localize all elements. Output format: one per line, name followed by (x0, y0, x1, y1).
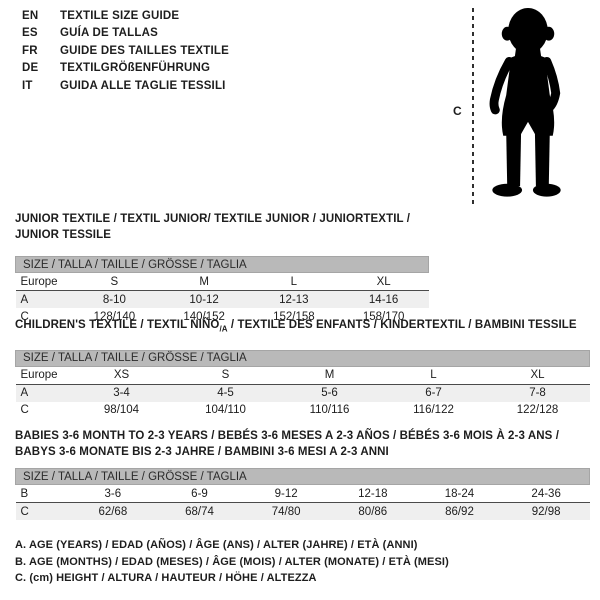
size-cell: 110/116 (309, 404, 350, 417)
toddler-silhouette (480, 6, 575, 204)
size-cell: 158/170 (362, 310, 405, 323)
size-cell: 6-9 (191, 487, 208, 500)
language-label: GUIDE DES TAILLES TEXTILE (60, 44, 229, 57)
language-code: DE (22, 62, 39, 75)
language-list (22, 8, 229, 95)
size-header-row (16, 350, 590, 366)
size-cell: 18-24 (444, 487, 475, 500)
size-cell: 92/98 (503, 503, 590, 521)
section-title (15, 318, 590, 337)
table-row (16, 366, 590, 384)
size-cell: 104/110 (205, 404, 246, 417)
title-line-1: BABIES 3-6 MONTH TO 2-3 YEARS / BEBÉS 3-6 MESES A 2-3 AÑOS / BÉBÉS 3-6 MOIS À 2-3 ANS / (15, 430, 559, 442)
row-label-cell: Europe (20, 275, 58, 288)
size-header-bar: SIZE / TALLA / TAILLE / GRÖSSE / TAGLIA (16, 469, 590, 485)
row-label-cell: C (16, 503, 70, 521)
language-row-es (22, 25, 229, 42)
legend-line-a: A. AGE (YEARS) / EDAD (AÑOS) / ÂGE (ANS) / ALTER (JAHRE) / ETÀ (ANNI) (15, 539, 418, 551)
size-cell: 4-5 (174, 384, 278, 402)
size-cell: L (290, 275, 298, 288)
size-cell: 5-6 (278, 384, 382, 402)
row-label-cell: B (20, 487, 29, 500)
title-line-2: BABYS 3-6 MONATE BIS 2-3 JAHRE / BAMBINI 3-6 MESI A 2-3 ANNI (15, 445, 389, 458)
language-row-en (22, 8, 229, 25)
size-cell: S (110, 275, 119, 288)
language-label: GUIDA ALLE TAGLIE TESSILI (60, 79, 226, 92)
size-cell: 122/128 (516, 404, 559, 417)
size-cell: 12-13 (249, 291, 339, 309)
size-header-bar: SIZE / TALLA / TAILLE / GRÖSSE / TAGLIA (16, 350, 590, 366)
language-code: FR (22, 44, 38, 57)
size-cell: L (430, 369, 437, 382)
language-label: GUÍA DE TALLAS (60, 27, 158, 40)
size-cell: 62/68 (70, 503, 157, 521)
legend-line-c: C. (cm) HEIGHT / ALTURA / HAUTEUR / HÖHE / ALTEZZA (15, 572, 317, 584)
title-subscript: /A (219, 324, 228, 334)
size-cell: M (199, 275, 209, 288)
size-cell: XS (113, 369, 130, 382)
size-cell: 98/104 (103, 404, 140, 417)
size-cell: 74/80 (243, 503, 330, 521)
section-childrens-textile (15, 318, 590, 419)
size-cell: 6-7 (382, 384, 486, 402)
measurement-legend (15, 537, 449, 587)
title-text: CHILDREN'S TEXTILE / TEXTIL NIÑO (15, 319, 220, 331)
size-cell: 3-4 (70, 384, 174, 402)
language-row-it (22, 78, 229, 95)
language-label: TEXTILGRÖßENFÜHRUNG (60, 62, 211, 75)
size-header-row (16, 469, 590, 485)
size-cell: 7-8 (486, 384, 590, 402)
language-label: TEXTILE SIZE GUIDE (60, 10, 180, 22)
section-babies-textile (15, 429, 590, 520)
row-label-cell: A (16, 384, 70, 402)
section-junior-textile (15, 212, 429, 325)
size-cell: 86/92 (416, 503, 503, 521)
childrens-size-table (15, 350, 590, 419)
size-cell: 80/86 (329, 503, 416, 521)
size-cell: 10-12 (159, 291, 249, 309)
size-cell: 116/122 (413, 404, 454, 417)
table-row (16, 384, 590, 402)
size-cell: XL (530, 369, 545, 382)
section-title (15, 429, 590, 460)
size-cell: 140/152 (183, 310, 225, 323)
size-cell: 24-36 (531, 487, 561, 500)
title-text: / TEXTILE DES ENFANTS / KINDERTEXTIL / BAMBINI TESSILE (227, 319, 577, 331)
babies-size-table (15, 468, 590, 520)
language-code: EN (22, 10, 39, 22)
junior-size-table (15, 256, 429, 325)
section-title: JUNIOR TEXTILE / TEXTIL JUNIOR/ TEXTILE JUNIOR / JUNIORTEXTIL / JUNIOR TESSILE (15, 213, 411, 241)
size-cell: 152/158 (273, 310, 315, 323)
table-row (16, 273, 429, 291)
row-label-cell: Europe (20, 369, 58, 382)
language-code: IT (22, 79, 33, 92)
size-cell: 9-12 (274, 487, 298, 500)
size-cell: 14-16 (339, 291, 429, 309)
size-cell: 12-18 (358, 487, 388, 500)
size-cell: M (324, 369, 335, 382)
size-cell: 128/140 (93, 310, 136, 323)
size-cell: S (221, 369, 230, 382)
language-row-de (22, 60, 229, 77)
size-cell: 68/74 (156, 503, 243, 521)
language-row-fr (22, 43, 229, 60)
row-label-cell: C (20, 310, 29, 323)
language-code: ES (22, 27, 38, 40)
table-row (16, 503, 590, 521)
legend-line-b: B. AGE (MONTHS) / EDAD (MESES) / ÂGE (MOIS) / ALTER (MONATE) / ETÀ (MESI) (15, 555, 449, 568)
table-row (16, 291, 429, 309)
size-header-row (16, 257, 429, 273)
size-cell: 3-6 (104, 487, 122, 500)
size-header-bar: SIZE / TALLA / TAILLE / GRÖSSE / TAGLIA (16, 257, 429, 273)
size-cell: XL (376, 275, 391, 288)
height-measure-label: C (453, 104, 462, 118)
height-measure-dashed-line (472, 8, 474, 206)
row-label-cell: A (16, 291, 70, 309)
row-label-cell: C (20, 404, 29, 417)
table-row (16, 485, 590, 503)
table-row (16, 402, 590, 419)
size-cell: 8-10 (70, 291, 160, 309)
